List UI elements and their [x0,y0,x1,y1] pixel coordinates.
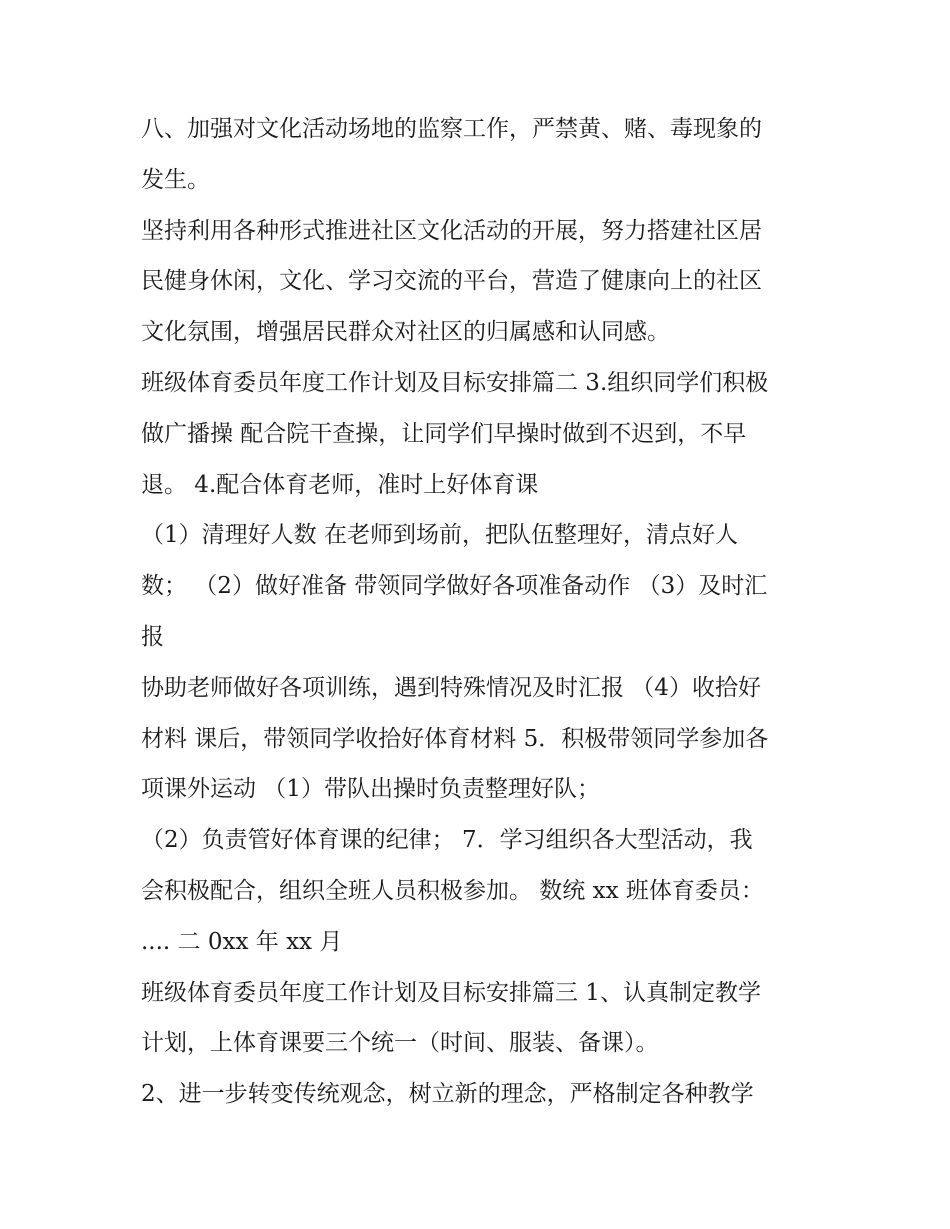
text-line: 材料 课后，带领同学收拾好体育材料 5．积极带领同学参加各 [141,725,769,752]
text-line: （2）负责管好体育课的纪律； 7．学习组织各大型活动，我 [141,827,753,854]
text-line: 协助老师做好各项训练，遇到特殊情况及时汇报 （4）收拾好 [141,674,761,701]
text-line: 计划，上体育课要三个统一（时间、服装、备课）。 [141,1030,659,1057]
text-line: 做广播操 配合院干查操，让同学们早操时做到不迟到，不早 [141,420,747,447]
text-line: 退。 4.配合体育老师，准时上好体育课 [141,471,539,498]
text-line: 文化氛围，增强居民群众对社区的归属感和认同感。 [141,319,670,346]
text-line: 会积极配合，组织全班人员积极参加。 数统 xx 班体育委员： [141,877,764,904]
text-line: 发生。 [141,166,210,193]
text-line: 民健身休闲，文化、学习交流的平台，营造了健康向上的社区 [141,268,762,295]
text-line: 班级体育委员年度工作计划及目标安排篇二 3.组织同学们积极 [141,369,769,396]
text-line: 数； （2）做好准备 带领同学做好各项准备动作 （3）及时汇 [141,573,768,600]
text-line: .... 二 0xx 年 xx 月 [141,928,343,955]
text-line: 2、进一步转变传统观念，树立新的理念，严格制定各种教学 [141,1081,754,1108]
text-line: （1）清理好人数 在老师到场前，把队伍整理好，清点好人 [141,522,738,549]
document-body [141,104,821,1120]
text-line: 坚持利用各种形式推进社区文化活动的开展，努力搭建社区居 [141,217,762,244]
text-line: 项课外运动 （1）带队出操时负责整理好队； [141,776,600,803]
text-line: 班级体育委员年度工作计划及目标安排篇三 1、认真制定教学 [141,979,761,1006]
text-line: 报 [141,623,164,650]
text-line: 八、加强对文化活动场地的监察工作，严禁黄、赌、毒现象的 [141,116,762,142]
